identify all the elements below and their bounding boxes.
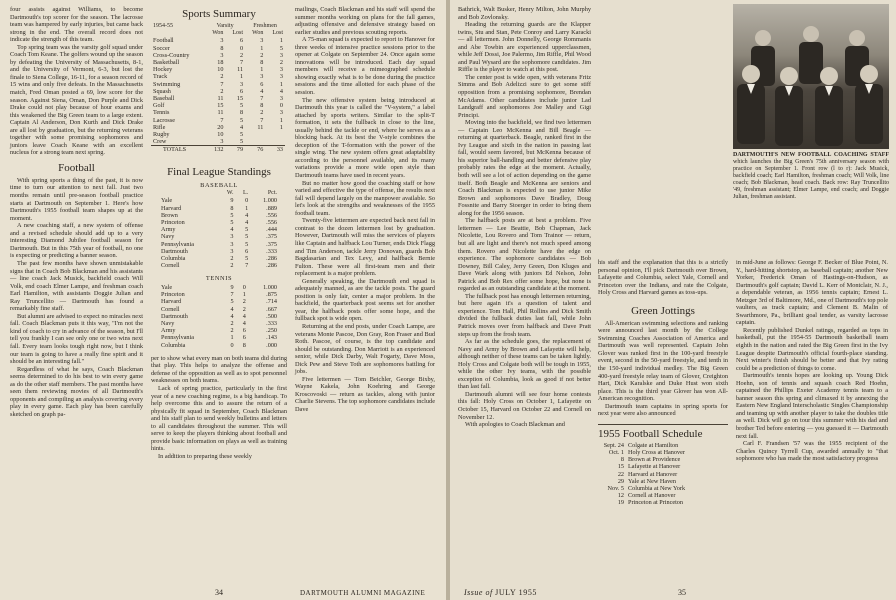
table-cell: .375	[266, 240, 277, 248]
table-cell: .444	[266, 226, 277, 234]
table-cell: 2	[279, 59, 283, 67]
table-cell: 2	[239, 51, 244, 59]
left-column-2	[151, 6, 287, 460]
table-cell: 4	[242, 312, 246, 320]
table-row	[159, 327, 279, 334]
table-cell: 7	[260, 116, 264, 124]
table-cell: 4	[239, 123, 244, 131]
table-cell: 5	[279, 44, 283, 52]
table-cell: .667	[266, 305, 277, 313]
table-row	[151, 109, 285, 116]
totals-cell: 132	[214, 146, 224, 154]
table-cell: Baseball	[153, 95, 175, 103]
table-cell: 5	[230, 298, 234, 306]
table-row	[159, 255, 279, 262]
table-cell: 20	[217, 123, 224, 131]
schedule-date: 29	[617, 477, 624, 485]
table-cell: Pennsylvania	[161, 240, 194, 248]
table-cell: 2	[242, 305, 246, 313]
schedule-row	[598, 456, 687, 463]
table-cell: 2	[220, 73, 224, 81]
table-cell: 7	[239, 59, 244, 67]
schedule-date: 19	[617, 499, 624, 507]
schedule-date: 15	[617, 463, 624, 471]
table-cell: 6	[242, 334, 246, 342]
table-row	[151, 73, 285, 80]
table-cell: 5	[230, 219, 234, 227]
paragraph: With spring sports a thing of the past, it is now time to turn our attention to next fall. Just two months remain until pre-season football practice starts at Dartmouth on September 1. Here's how Dartmouth's 1955 football team shapes up at the moment.	[10, 176, 143, 222]
table-cell: 10	[217, 131, 224, 139]
table-cell: Columbia	[161, 341, 186, 349]
table-cell: 2	[230, 320, 234, 327]
paragraph: Carl F. Frandsen '57 was the 1955 recipient of the Charles Quincy Tyrrell Cup, awarded annually to "that sophomore who has made the most satisfactory progress	[736, 440, 888, 463]
table-cell	[265, 131, 285, 138]
table-cell: 8	[242, 341, 246, 349]
table-row	[159, 233, 279, 240]
table-cell	[245, 131, 265, 138]
table-row	[159, 197, 279, 204]
right-column-1	[458, 6, 591, 429]
paragraph: four assists against Williams, to become Dartmouth's top scorer for the season. The lacrosse team was hampered by early injuries, but came back strong in the end. The overall record does not indicate the strength of this team.	[10, 6, 143, 44]
table-cell: .286	[266, 255, 277, 263]
table-cell: 4	[245, 211, 249, 219]
table-cell: 0	[230, 341, 234, 349]
totals-label: TOTALS	[163, 146, 187, 154]
divider	[598, 424, 728, 425]
table-cell: .143	[266, 334, 277, 342]
table-row	[159, 226, 279, 233]
schedule-opponent: Harvard at Hanover	[628, 470, 678, 478]
table-cell: 2	[230, 262, 234, 270]
table-cell: 4	[242, 320, 246, 327]
table-cell: Dartmouth	[161, 247, 188, 255]
table-cell: .333	[266, 247, 277, 255]
paragraph: Recently published Dunkel ratings, regarded as tops in basketball, put the 1954-55 Dartmouth basketball team eighth in the nation and rated the Big Green first in the Ivy League despite Dartmouth's official fourth-place standing. Next winter's finish should be better and that Ivy rating could be a prediction of things to come.	[736, 326, 888, 372]
col-header: W.	[226, 190, 234, 197]
table-cell: 1	[242, 291, 246, 299]
col-header: Won	[212, 30, 224, 37]
left-footer: DARTMOUTH ALUMNI MAGAZINE	[300, 589, 426, 597]
table-cell: Crew	[153, 138, 167, 146]
table-cell: 2	[220, 87, 224, 95]
table-cell: Cross-Country	[153, 51, 190, 59]
table-row	[159, 219, 279, 226]
left-page	[0, 0, 446, 600]
paragraph: A new coaching staff, a new system of offense and a revised schedule should add up to a very interesting Diamond Jubilee football season for Dartmouth. But in this 75th year of football, no one is expecting or predicting a banner season.	[10, 222, 143, 260]
schedule-date: 12	[617, 492, 624, 500]
table-cell: 3	[230, 240, 234, 248]
table-row	[151, 59, 285, 66]
paragraph: Dartmouth team captains in spring sports for next year were also announced	[598, 402, 728, 418]
paragraph: All-American swimming selections and ranking were announced last month by the College Swimming Coaches Association of America and Dartmouth was well represented. Captain John Glover was ranked first in the 100-yard freestyle event, second in the 50-yard freestyle, and tenth in the 150-yard individual medley. The Big Green 400-yard freestyle relay team of Glover, Creighton Hart, Dick Karalske and Duke Hust won sixth place. This is the third year Glover has won All-American recognition.	[598, 319, 728, 403]
paragraph: Heading the returning guards are the Klapper twins, Stu and Stan, Pete Conroy and Larry Karacki — all lettermen. John Donnelly, George Rommanis and Abe Towbin are experienced upperclassmen, while Jeff Dossi, Joe Palermo, Jim Riffle, Phil Wood and Paul Wysard are the sophomore candidates. Jim Riffle is the player to watch at this post.	[458, 21, 591, 74]
right-footer	[464, 588, 537, 597]
table-row	[159, 262, 279, 269]
table-cell: 3	[279, 66, 283, 74]
football-heading: Football	[58, 161, 95, 174]
col-header: Pct.	[267, 190, 277, 197]
right-column-3	[736, 259, 888, 463]
table-row	[151, 95, 285, 102]
schedule-opponent: Cornell at Hanover	[628, 492, 676, 500]
table-cell: 2	[230, 327, 234, 335]
table-cell: Rugby	[153, 131, 170, 139]
footer-issue: Issue of	[464, 588, 493, 597]
table-cell: .500	[266, 312, 277, 320]
table-cell: Soccer	[153, 44, 170, 52]
standings-title: Final League Standings	[167, 165, 271, 178]
baseball-rows	[159, 197, 279, 269]
table-cell: 3	[239, 80, 244, 88]
table-cell: 4	[230, 226, 234, 234]
table-cell: 7	[230, 291, 234, 299]
table-cell: Princeton	[161, 291, 185, 299]
table-cell: 1.000	[263, 197, 277, 205]
table-cell: 7	[260, 95, 264, 103]
table-cell: Basketball	[153, 59, 180, 67]
table-cell: Hockey	[153, 66, 173, 74]
totals-cell: 33	[276, 146, 283, 154]
table-cell: 5	[245, 240, 249, 248]
schedule-row	[598, 492, 687, 499]
table-cell: 15	[236, 95, 244, 103]
table-row	[151, 81, 285, 88]
table-cell: 11	[217, 95, 224, 103]
table-cell: .286	[266, 262, 277, 270]
table-cell: 4	[279, 87, 283, 95]
table-cell: 1	[245, 204, 249, 212]
paragraph: Regardless of what he says, Coach Blackman seems determined to do his best to win every game as do the other staff members. The past months have seen them reviewing movies of all Dartmouth's opponents and compiling an analysis covering every play in every game. Each play has been carefully sketched on graph pa-	[10, 365, 143, 418]
table-cell: .889	[266, 204, 277, 212]
schedule-opponent: Yale at New Haven	[628, 477, 676, 485]
sports-summary-table	[151, 23, 285, 154]
table-cell: 3	[279, 73, 283, 81]
table-cell: 9	[230, 283, 234, 291]
table-row	[151, 37, 285, 44]
table-cell: 0	[239, 44, 244, 52]
table-cell: 6	[239, 87, 244, 95]
table-cell: Princeton	[161, 219, 185, 227]
sports-summary-title: Sports Summary	[182, 8, 256, 20]
schedule-date: 22	[617, 470, 624, 478]
table-cell: 2	[260, 109, 264, 117]
table-cell: 9	[230, 197, 234, 205]
schedule-row	[598, 499, 687, 506]
varsity-label: Varsity	[216, 23, 234, 29]
table-cell: 4	[230, 305, 234, 313]
schedule-title: 1955 Football Schedule	[598, 427, 703, 440]
table-cell: 10	[217, 66, 224, 74]
table-cell: Football	[153, 37, 174, 45]
table-cell: 3	[220, 37, 224, 45]
table-cell: 6	[245, 247, 249, 255]
schedule-row	[598, 442, 687, 449]
table-cell: Columbia	[161, 255, 186, 263]
table-cell: 0	[242, 283, 246, 291]
table-cell: 6	[242, 327, 246, 335]
table-cell: Golf	[153, 102, 165, 110]
tennis-rows	[159, 284, 279, 349]
paragraph: With apologies to Coach Blackman and	[465, 421, 565, 429]
table-cell: 8	[230, 204, 234, 212]
table-cell: 4	[230, 312, 234, 320]
table-cell: Yale	[161, 197, 173, 205]
table-cell: 1	[279, 116, 283, 124]
schedule-opponent: Colgate at Hamilton	[628, 441, 679, 449]
paragraph: Dartmouth's tennis hopes are looking up. Young Dick Hoehn, son of tennis and squash coach Red Hoehn, captained the Phillips Exeter Academy tennis team to a banner season this spring and climaxed it by annexing the Eastern New England Interscholastic Singles Championship and teaming up with another player to take the doubles title as well. Dick will go on tour this summer with his dad and brother Ted before entering — you guessed it — Dartmouth next fall.	[736, 372, 888, 440]
schedule-row	[598, 485, 687, 492]
table-row	[159, 205, 279, 212]
table-cell: 5	[245, 255, 249, 263]
table-cell: 1	[279, 80, 283, 88]
table-cell: 11	[237, 66, 244, 74]
table-cell: Yale	[161, 283, 173, 291]
tennis-label: TENNIS	[205, 275, 233, 283]
table-cell: Swimming	[153, 80, 181, 88]
paragraph: As far as the schedule goes, the replacement of Navy and Army by Brown and Lafayette will help, although neither of these teams can be taken lightly. Holy Cross and Colgate both will be tough in 1955, while the other Ivy teams, with the possible exception of Columbia, look as good if not better than last fall.	[458, 338, 591, 391]
table-cell: 2	[230, 255, 234, 263]
table-row	[151, 131, 285, 138]
paragraph: The fullback post has enough lettermen returning, but here again it's a question of talent and experience. Tom Hall, Phil Rollins and Dick Smith divided the fullback duties last fall, while John Patrick moves over from halfback and Dave Pratt steps up from the frosh team.	[458, 292, 591, 338]
season-label: 1954-55	[153, 23, 173, 29]
table-cell: 4	[245, 219, 249, 227]
table-cell: 0	[245, 197, 249, 205]
table-cell: Army	[161, 226, 176, 234]
table-row	[151, 102, 285, 109]
table-row	[159, 306, 279, 313]
table-cell: 2	[242, 298, 246, 306]
table-cell: .250	[266, 327, 277, 335]
paragraph: The center post is wide open, with veterans Fritz Simms and Bob Adelizzi sure to get some stiff opposition from a promising sophomore, Brendan McAdams. Other candidates include junior Lad Landgraff and sophomores Joe Malley and Gigi Principi.	[458, 73, 591, 119]
table-cell: 7	[220, 80, 224, 88]
table-cell: Cornell	[161, 262, 180, 270]
table-cell: 6	[239, 37, 244, 45]
table-cell: 1	[260, 44, 264, 52]
paragraph: Dartmouth alumni will see four home contests this fall: Holy Cross on October 1, Lafayette on October 15, Harvard on October 22 and Cornell on November 12.	[458, 390, 591, 421]
table-cell: 1.000	[263, 283, 277, 291]
table-cell: Navy	[161, 233, 175, 241]
table-cell: 3	[220, 138, 224, 146]
paragraph: his staff and the explanation that this is a strictly personal opinion, I'll pick Dartmouth over Brown, Lafayette and Columbia, select Yale, Cornell and Princeton over the Indians, and rate the Colgate, Holy Cross and Harvard games as toss-ups.	[598, 259, 728, 297]
table-cell: .714	[266, 298, 277, 306]
left-page-number: 34	[215, 588, 223, 597]
table-row	[159, 320, 279, 327]
table-cell: 7	[220, 116, 224, 124]
table-cell: Squash	[153, 87, 171, 95]
table-cell: 5	[245, 233, 249, 241]
schedule-opponent: Lafayette at Hanover	[628, 463, 681, 471]
table-row	[151, 138, 285, 146]
table-cell: 3	[279, 95, 283, 103]
table-cell: .875	[266, 291, 277, 299]
table-cell: 3	[260, 37, 264, 45]
paragraph: The halfback posts are at best a problem. Five lettermen — Lee Beattie, Bob Chapman, Jack Nicolette, Lou Rovero and Tom Trainor — return, but all are light and there's not much speed among them. Rovero and Nicolette have the edge on experience. The sophomore candidates — Bob Downey, Bill Caley, Jerry Green, Don Kluges and Dave Wark along with juniors Ed Nelson, John Patrick and Bob Rex offer some hope, but none is regarded as an outstanding candidate at the moment.	[458, 217, 591, 293]
table-row	[151, 52, 285, 59]
paragraph: Twenty-five lettermen are expected back next fall in contrast to the dozen lettermen lost by graduation. However, Dartmouth will miss the services of players like Captain and halfback Lou Turner, ends Dick Flagg and Tim Anderson, tackle Jerry Donovan, guards Bob Bagdasarian and Tex Levy, and halfback Bernie Fulton. These were all first-team men and their replacement is a major problem.	[295, 217, 435, 278]
table-cell: 2	[260, 51, 264, 59]
table-cell: .333	[266, 320, 277, 327]
schedule-date: 8	[620, 456, 624, 464]
paragraph: mailings, Coach Blackman and his staff will spend the summer months working on plans for the fall games, adjusting offensive and defensive strategy based on earlier studies and previous scouting reports.	[295, 6, 435, 36]
table-cell: .556	[266, 219, 277, 227]
table-cell: 5	[239, 131, 244, 139]
baseball-label: BASEBALL	[200, 181, 238, 189]
baseball-standings	[159, 190, 279, 269]
table-cell: 8	[220, 44, 224, 52]
table-cell: 5	[239, 102, 244, 110]
table-cell: 1	[279, 123, 283, 131]
table-cell: Pennsylvania	[161, 334, 194, 342]
caption-lead: DARTMOUTH'S NEW FOOTBALL COACHING STAFF	[733, 152, 889, 158]
table-row	[159, 212, 279, 219]
table-cell: 15	[217, 102, 224, 110]
paragraph: Generally speaking, the Dartmouth end squad is adequately manned, as are the tackle posts. The guard position is only fair, center a major problem. In the backfield, the quarterback post seems set for another year, the halfback posts offer some hope, and the fullback spot is wide open.	[295, 277, 435, 323]
table-cell: 5	[230, 211, 234, 219]
paragraph: Five lettermen — Tom Beichler, George Bixby, Wayne Kakela, John Koehring and George Kroscovoski — return as tackles, along with junior Charlie Stevens. The top sophomore candidates include Dave	[295, 375, 435, 413]
table-cell: Track	[153, 73, 168, 81]
table-cell: 3	[279, 51, 283, 59]
green-jottings-heading: Green Jottings	[631, 304, 695, 317]
paragraph: But alumni are advised to expect no miracles next fall. Coach Blackman puts it this way, "I'm not the kind of coach to cry in advance of the season, but I'll tell you frankly I can see only one or two wins next fall. Every team looks tough right now, but I think our team is going to have a really fine spirit and it should be an interesting fall."	[10, 312, 143, 366]
summary-rows	[151, 37, 285, 146]
table-row	[159, 342, 279, 349]
table-cell: Lacrosse	[153, 116, 175, 124]
table-row	[151, 124, 285, 131]
table-cell	[265, 138, 285, 146]
table-row	[151, 45, 285, 52]
table-cell: Cornell	[161, 305, 180, 313]
table-cell: 8	[239, 109, 244, 117]
schedule-rows	[598, 442, 687, 507]
table-cell: 8	[260, 102, 264, 110]
schedule-date: Nov. 5	[607, 485, 624, 493]
col-header: Won	[252, 30, 264, 37]
schedule-row	[598, 449, 687, 456]
table-cell: 18	[217, 59, 224, 67]
table-cell: 6	[260, 80, 264, 88]
table-cell: 3	[230, 233, 234, 241]
table-row	[159, 284, 279, 291]
table-cell: 3	[220, 51, 224, 59]
table-cell: 11	[217, 109, 224, 117]
left-column-2-text	[151, 355, 287, 461]
left-column-1	[10, 6, 143, 418]
table-cell: 0	[279, 102, 283, 110]
photo-figures	[733, 4, 889, 149]
right-page	[450, 0, 896, 600]
paragraph: Lack of spring practice, particularly in the first year of a new coaching regime, is a big handicap. To help overcome this and to assure the return of a physically fit squad in September, Coach Blackman and his staff plan to send weekly bulletins and letters to all candidates throughout the summer. This will serve to keep the players thinking about football and provide basic information on plays as well as training hints.	[151, 385, 287, 453]
right-column-2	[598, 259, 728, 507]
table-cell: Navy	[161, 320, 175, 327]
table-cell: 5	[245, 226, 249, 234]
table-cell: 3	[230, 247, 234, 255]
table-row	[159, 298, 279, 305]
table-cell: Dartmouth	[161, 312, 188, 320]
schedule-opponent: Holy Cross at Hanover	[628, 449, 685, 457]
table-cell: 1	[230, 334, 234, 342]
tennis-standings	[159, 284, 279, 349]
table-cell: 3	[260, 73, 264, 81]
paragraph: The new offensive system being introduced at Dartmouth this year is called the "V-system," a label attached by sports writers. Similar to the split-T formation, it sets the fullback in close to the line, usually behind the tackle or end, where he serves as a blocking back. At its best the V-style combines the deception of the T-formation with the power of the single wing. The new system offers great adaptability according to the personnel available, and its many variations provide a more wide open style than Dartmouth teams have used in recent years.	[295, 96, 435, 180]
col-header: Lost	[232, 30, 244, 37]
table-cell: 1	[260, 66, 264, 74]
paragraph: Top spring team was the varsity golf squad under Coach Tom Keane. The golfers wound up the season by defeating the University of Massachusetts, 8-1, and the University of Vermont, 6-3, but lost the finale to Siena College, 16-11, for a season record of 15 wins and only five defeats. In the Massachusetts match, Fred Oman posted a 69, low score for the season. Against Siena, Oman, Don Purple and Dick Drake could not play because of hour exams and this weakened the Big Green team to a large extent. Captain Al Anderson, Don Kurth and Dick Drake are all lost by graduation, but the returning veterans together with some promising sophomores and juniors leave Coach Keane with an excellent nucleus for a strong team next spring.	[10, 43, 143, 157]
table-cell: 1	[239, 73, 244, 81]
caption-text: which launches the Big Green's 75th anniversary season with practice on September 1. Front row (l to r): Jack Musick, backfield coach; Earl Hamilton, freshman coach; Will Volk, line coach; Bob Blackman, head coach. Back row: Ray Truncellito '49, freshman assistant; Elmer Lampe, end coach; and Doggie Julian, freshman assistant.	[733, 159, 889, 200]
freshmen-label: Freshmen	[253, 23, 277, 29]
paragraph: The past few months have shown unmistakable signs that in Coach Bob Blackman and his assistants — line coach Jack Musick, backfield coach Will Volk, end coach Elmer Lampe, and freshman coach Earl Hamilton, with assistants Doggie Julian and Ray Truncellito — Dartmouth has found a remarkably fine staff.	[10, 259, 143, 313]
table-row	[151, 117, 285, 124]
table-cell: 3	[279, 109, 283, 117]
schedule-date: Sept. 24	[603, 441, 624, 449]
table-cell: 5	[239, 116, 244, 124]
paragraph: in mid-June as follows: George F. Becker of Blue Point, N. Y., hard-hitting shortstop, as baseball captain; another New Yorker, Frederick Oman of Hastings-on-Hudson, as Dartmouth's golf captain; David L. Kerr of Montclair, N. J., a dependable veteran, as 1956 tennis captain; Ernest L. Metzger 3rd of Baltimore, Md., one of Dartmouth's top pole vaulters, as track captain; and Clement B. Malin of Swarthmore, Pa., brilliant goal tender, as varsity lacrosse captain.	[736, 259, 888, 327]
table-cell: 4	[260, 87, 264, 95]
table-cell: 5	[239, 138, 244, 146]
paragraph: per to show what every man on both teams did during that play. This helps to analyze the offense and defense of the opposition as well as to spot personnel weaknesses on both teams.	[151, 354, 287, 385]
table-cell: Brown	[161, 211, 178, 219]
table-cell: 11	[257, 123, 264, 131]
schedule-row	[598, 471, 687, 478]
left-column-3	[295, 6, 435, 414]
table-row	[159, 291, 279, 298]
schedule-row	[598, 463, 687, 470]
paragraph: Moving into the backfield, we find two lettermen — Captain Leo McKenna and Bill Beagle — returning at quarterback. Beagle, ranked first in the Ivy League and sixth in the nation in passing last fall, would seem favored, but McKenna because of his superior ball-handling and better defensive play probably rates the edge at the moment. Actually, both will see a lot of action depending on the game itself. Both Beagle and McKenna are seniors and Coach Blackman is expected to use junior Mike Brown and sophomores Dave Bradley, Doug Fossnite and Barry Stoerger in order to bring them along for the 1956 season.	[458, 119, 591, 217]
schedule-opponent: Brown at Providence	[628, 456, 681, 464]
photo-caption	[733, 152, 889, 201]
table-cell: Harvard	[161, 298, 182, 306]
table-cell: 1	[279, 37, 283, 45]
schedule-date: Oct. 1	[608, 449, 624, 457]
table-cell	[245, 138, 265, 146]
col-header: L.	[243, 190, 249, 197]
totals-cell: 79	[236, 146, 244, 154]
table-row	[159, 334, 279, 341]
schedule-opponent: Princeton at Princeton	[628, 499, 683, 507]
table-cell: Rifle	[153, 123, 166, 131]
paragraph: But no matter how good the coaching staff or how varied and effective the type of offense, the results next fall will depend largely on the manpower available. So let's look at the strengths and weaknesses of the 1955 football team.	[295, 179, 435, 217]
paragraph: In addition to preparing these weekly	[158, 452, 252, 460]
col-header: Lost	[272, 30, 283, 37]
table-cell: Tennis	[153, 109, 170, 117]
table-row	[151, 66, 285, 73]
table-cell: 7	[245, 262, 249, 270]
schedule-opponent: Columbia at New York	[628, 485, 686, 493]
table-row	[159, 313, 279, 320]
table-cell: Army	[161, 327, 176, 335]
paragraph: Returning at the end posts, under Coach Lampe, are veterans Monte Pascoe, Don Gray, Ron Fraser and Bud Roth. Pascoe, of course, is the top candidate and should be outstanding. Don Marriott is an experienced senior, while Dick Darby, Walt Fogarty, Dave Moss, Dick Pew and Steve Toth are sophomores battling for jobs.	[295, 322, 435, 376]
table-cell: Harvard	[161, 204, 182, 212]
coaching-staff-photo	[733, 4, 889, 149]
table-cell: .000	[266, 341, 277, 349]
paragraph: Bathrick, Walt Busker, Henry Milton, John Murphy and Bob Zovlonsky.	[458, 6, 591, 21]
totals-cell: 76	[257, 146, 264, 154]
table-row	[159, 241, 279, 248]
table-row	[151, 88, 285, 95]
table-row	[159, 248, 279, 255]
right-page-number: 35	[678, 588, 686, 597]
paragraph: A 75-man squad is expected to report to Hanover for three weeks of intensive practice sessions prior to the opener at Colgate on September 24. Once again some innovations will be introduced. Each day squad members will receive a mimeographed schedule showing exactly what is to be done during the practice sessions and the time allotted for each phase of the session.	[295, 36, 435, 97]
footer-month: JULY 1955	[495, 588, 538, 597]
table-cell: 8	[260, 59, 264, 67]
schedule-row	[598, 478, 687, 485]
table-cell: .375	[266, 233, 277, 241]
table-cell: .556	[266, 211, 277, 219]
schedule-table	[598, 442, 687, 507]
